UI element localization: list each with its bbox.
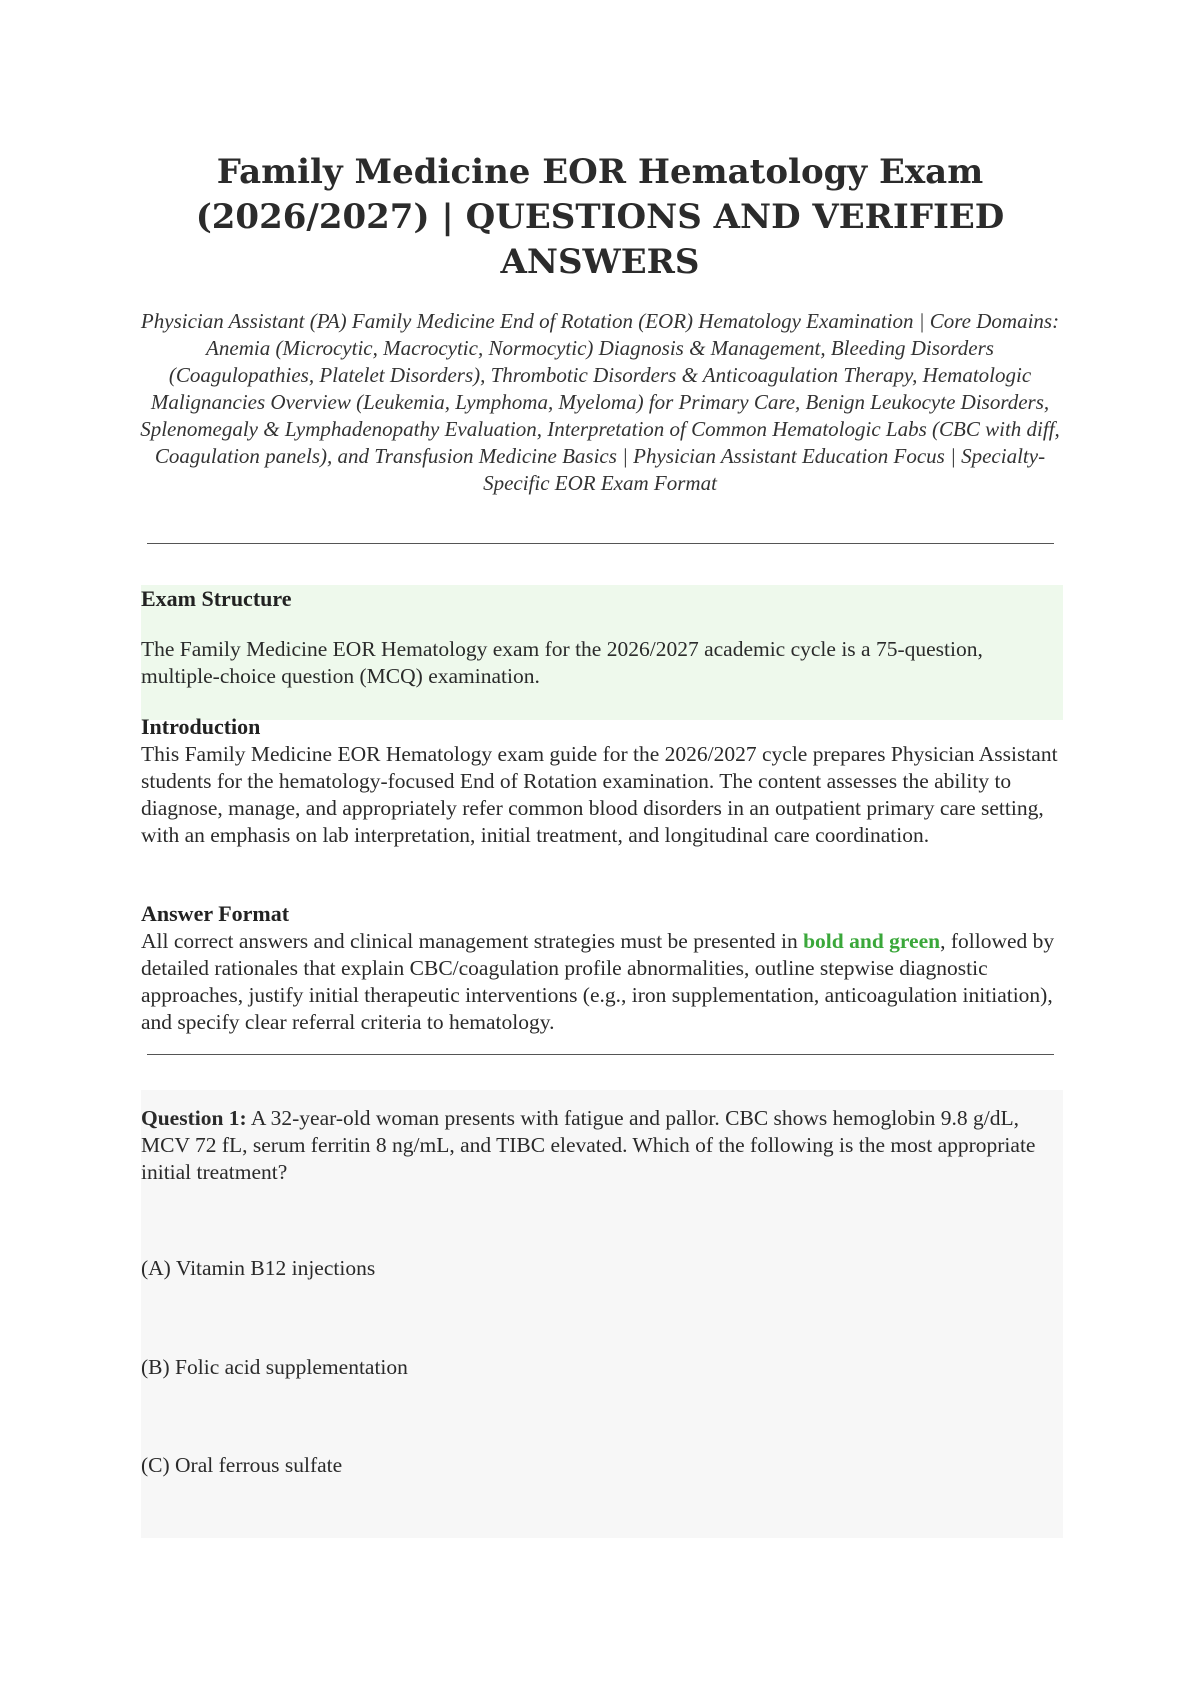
question-1-option-a: (A) Vitamin B12 injections — [141, 1256, 376, 1280]
question-1-option-c: (C) Oral ferrous sulfate — [141, 1453, 343, 1477]
document-title: Family Medicine EOR Hematology Exam (2026/2027) | QUESTIONS AND VERIFIED ANSWERS — [195, 152, 1005, 282]
exam-structure-section — [141, 585, 1063, 720]
answer-format-heading: Answer Format — [141, 901, 290, 926]
question-1-stem — [141, 1105, 1063, 1186]
answer-format-section — [141, 900, 1063, 1036]
answer-format-text-before: All correct answers and clinical management strategies must be presented in — [141, 929, 804, 953]
question-1-label: Question 1: — [141, 1106, 247, 1130]
exam-structure-text: The Family Medicine EOR Hematology exam for the 2026/2027 academic cycle is a 75-question, multiple-choice question (MCQ) examination. — [141, 637, 983, 688]
answer-format-highlight: bold and green — [803, 929, 941, 953]
divider-bottom — [147, 1054, 1054, 1055]
divider-top — [147, 543, 1054, 544]
question-1-option-b: (B) Folic acid supplementation — [141, 1355, 408, 1379]
introduction-section — [141, 713, 1063, 849]
exam-structure-heading: Exam Structure — [141, 586, 292, 611]
document-subtitle: Physician Assistant (PA) Family Medicine End of Rotation (EOR) Hematology Examination | Core Domains: Anemia (Microcytic, Macrocytic, Normocytic) Diagnosis & Management, Bleeding Disorders (Coagulopathies, Platelet Disorders), Thrombotic Disorders & Anticoagulation Therapy, Hematologic Malignancies Overview (Leukemia, Lymphoma, Myeloma) for Primary Care, Benign Leukocyte Disorders, Splenomegaly & Lymphadenopathy Evaluation, Interpretation of Common Hematologic Labs (CBC with diff, Coagulation panels), and Transfusion Medicine Basics | Physician Assistant Education Focus | Specialty-Specific EOR Exam Format — [140, 309, 1060, 495]
answer-format-text-after: , followed by detailed rationales that explain CBC/coagulation profile abnormalities, outline stepwise diagnostic approaches, justify initial therapeutic interventions (e.g., iron supplementation, anticoagulation initiation), and specify clear referral criteria to hematology. — [141, 929, 1055, 1034]
answer-format-text — [141, 928, 1063, 1036]
question-1-text: A 32-year-old woman presents with fatigue and pallor. CBC shows hemoglobin 9.8 g/dL, MCV 72 fL, serum ferritin 8 ng/mL, and TIBC elevated. Which of the following is the most appropriate initial treatment? — [141, 1106, 1036, 1184]
question-1-block — [141, 1090, 1063, 1538]
introduction-heading: Introduction — [141, 714, 261, 739]
introduction-text: This Family Medicine EOR Hematology exam guide for the 2026/2027 cycle prepares Physician Assistant students for the hematology-focused End of Rotation examination. The content assesses the ability to diagnose, manage, and appropriately refer common blood disorders in an outpatient primary care setting, with an emphasis on lab interpretation, initial treatment, and longitudinal care coordination. — [141, 742, 1058, 847]
